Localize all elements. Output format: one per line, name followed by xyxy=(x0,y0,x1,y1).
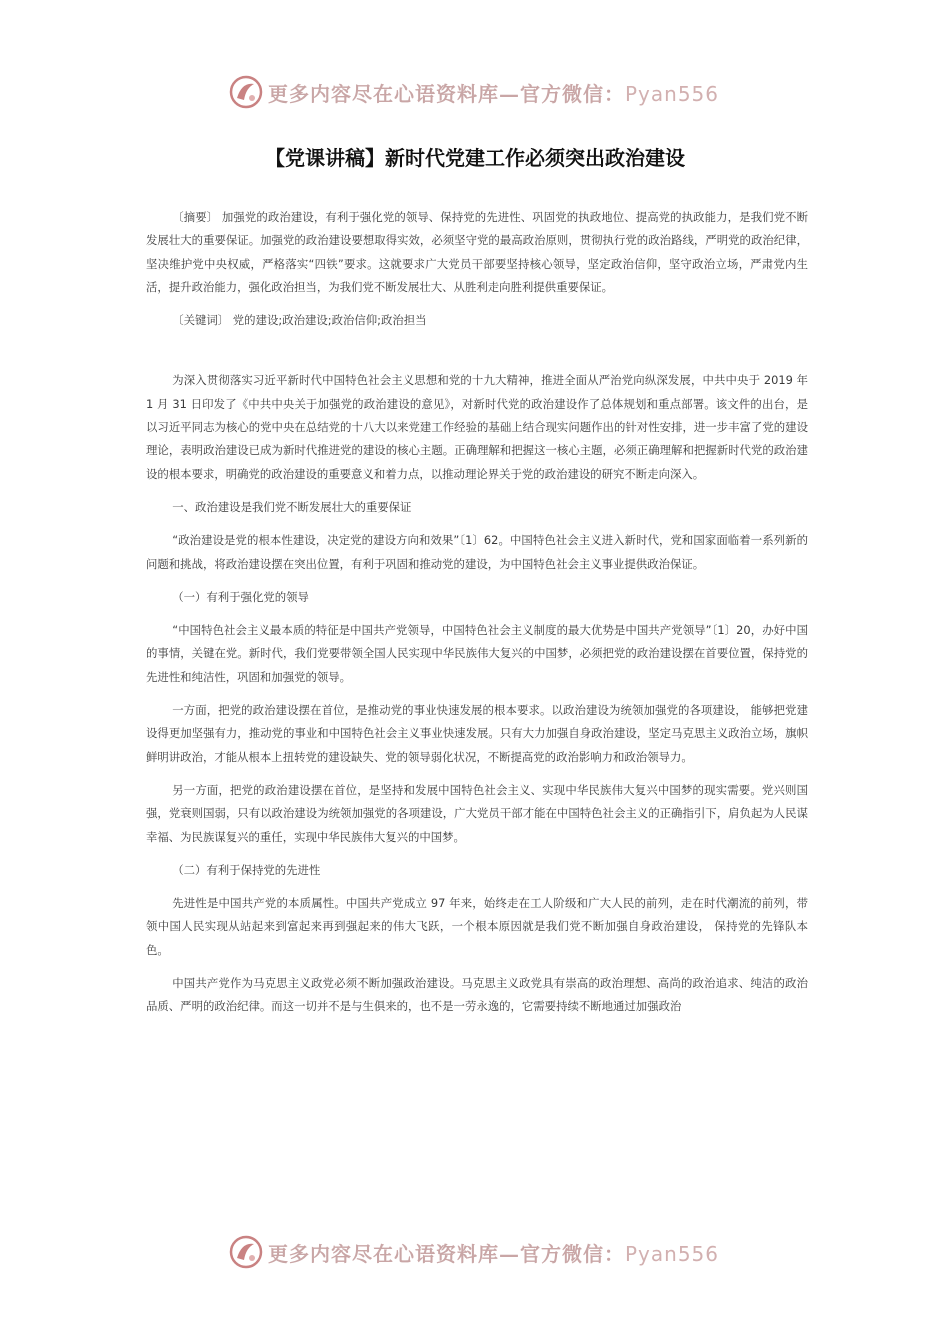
header-watermark-banner xyxy=(228,74,748,110)
document-body xyxy=(146,206,808,1019)
subsection-heading-2: （二）有利于保持党的先进性 xyxy=(172,862,321,877)
logo-icon xyxy=(228,74,264,110)
paragraph: “政治建设是党的根本性建设，决定党的建设方向和效果”〔1〕62。中国特色社会主义进入新时代，党和国家面临着一系列新的问题和挑战，将政治建设摆在突出位置，有利于巩固和推动党的建设，为中国特色社会主义事业提供政治保证。 xyxy=(146,533,808,571)
keywords: 〔关键词〕 党的建设;政治建设;政治信仰;政治担当 xyxy=(172,313,427,328)
paragraph: 中国共产党作为马克思主义政党必须不断加强政治建设。马克思主义政党具有崇高的政治理想、高尚的政治追求、纯洁的政治品质、严明的政治纪律。而这一切并不是与生俱来的，也不是一劳永逸的，它需要持续不断地通过加强政治 xyxy=(146,976,808,1014)
footer-watermark-banner xyxy=(228,1234,748,1270)
paragraph: 先进性是中国共产党的本质属性。中国共产党成立 97 年来，始终走在工人阶级和广大人民的前列，走在时代潮流的前列，带领中国人民实现从站起来到富起来再到强起来的伟大飞跃，一个根本原因就是我们党不断加强自身政治建设， 保持党的先锋队本色。 xyxy=(146,896,808,957)
watermark-text: 更多内容尽在心语资料库—官方微信：Pyan556 xyxy=(268,1241,720,1266)
logo-icon xyxy=(228,1234,264,1270)
wechat-id: Pyan556 xyxy=(625,1241,720,1266)
paragraph: 另一方面，把党的政治建设摆在首位，是坚持和发展中国特色社会主义、实现中华民族伟大复兴中国梦的现实需要。党兴则国强，党衰则国弱，只有以政治建设为统领加强党的各项建设，广大党员干部才能在中国特色社会主义的正确指引下，肩负起为人民谋幸福、为民族谋复兴的重任，实现中华民族伟大复兴的中国梦。 xyxy=(146,782,808,844)
paragraph: “中国特色社会主义最本质的特征是中国共产党领导，中国特色社会主义制度的最大优势是中国共产党领导”〔1〕20，办好中国的事情，关键在党。新时代，我们党要带领全国人民实现中华民族伟大复兴的中国梦，必须把党的政治建设摆在首要位置，保持党的先进性和纯洁性，巩固和加强党的领导。 xyxy=(146,623,808,684)
wechat-id: Pyan556 xyxy=(625,81,720,106)
watermark-text: 更多内容尽在心语资料库—官方微信：Pyan556 xyxy=(268,81,720,106)
paragraph-intro: 为深入贯彻落实习近平新时代中国特色社会主义思想和党的十九大精神，推进全面从严治党向纵深发展，中共中央于 2019 年 1 月 31 日印发了《中共中央关于加强党的政治建设的意见》，对新时代党的政治建设作了总体规划和重点部署。该文件的出台，是以习近平同志为核心的党中央在总结党的十八大以来党建工作经验的基础上结合现实问题作出的针对性安排，进一步丰富了党的建设理论，表明政治建设已成为新时代推进党的建设的核心主题。正确理解和把握这一核心主题，必须正确理解和把握新时代党的政治建设的根本要求，明确党的政治建设的重要意义和着力点，以推动理论界关于党的政治建设的研究不断走向深入。 xyxy=(146,373,808,481)
document-title: 【党课讲稿】新时代党建工作必须突出政治建设 xyxy=(265,146,685,170)
paragraph: 一方面，把党的政治建设摆在首位，是推动党的事业快速发展的根本要求。以政治建设为统领加强党的各项建设， 能够把党建设得更加坚强有力，推动党的事业和中国特色社会主义事业快速发展。只有大力加强自身政治建设，坚定马克思主义政治立场，旗帜鲜明讲政治，才能从根本上扭转党的建设缺失、党的领导弱化状况，不断提高党的政治影响力和政治领导力。 xyxy=(146,703,808,764)
subsection-heading-1: （一）有利于强化党的领导 xyxy=(172,589,309,604)
section-heading-1: 一、政治建设是我们党不断发展壮大的重要保证 xyxy=(172,499,412,514)
abstract: 〔摘要〕 加强党的政治建设，有利于强化党的领导、保持党的先进性、巩固党的执政地位、提高党的执政能力，是我们党不断发展壮大的重要保证。加强党的政治建设要想取得实效，必须坚守党的最高政治原则，贯彻执行党的政治路线，严明党的政治纪律，坚决维护党中央权威，严格落实“四铁”要求。这就要求广大党员干部要坚持核心领导，坚定政治信仰，坚守政治立场，严肃党内生活，提升政治能力，强化政治担当，为我们党不断发展壮大、从胜利走向胜利提供重要保证。 xyxy=(146,210,808,294)
